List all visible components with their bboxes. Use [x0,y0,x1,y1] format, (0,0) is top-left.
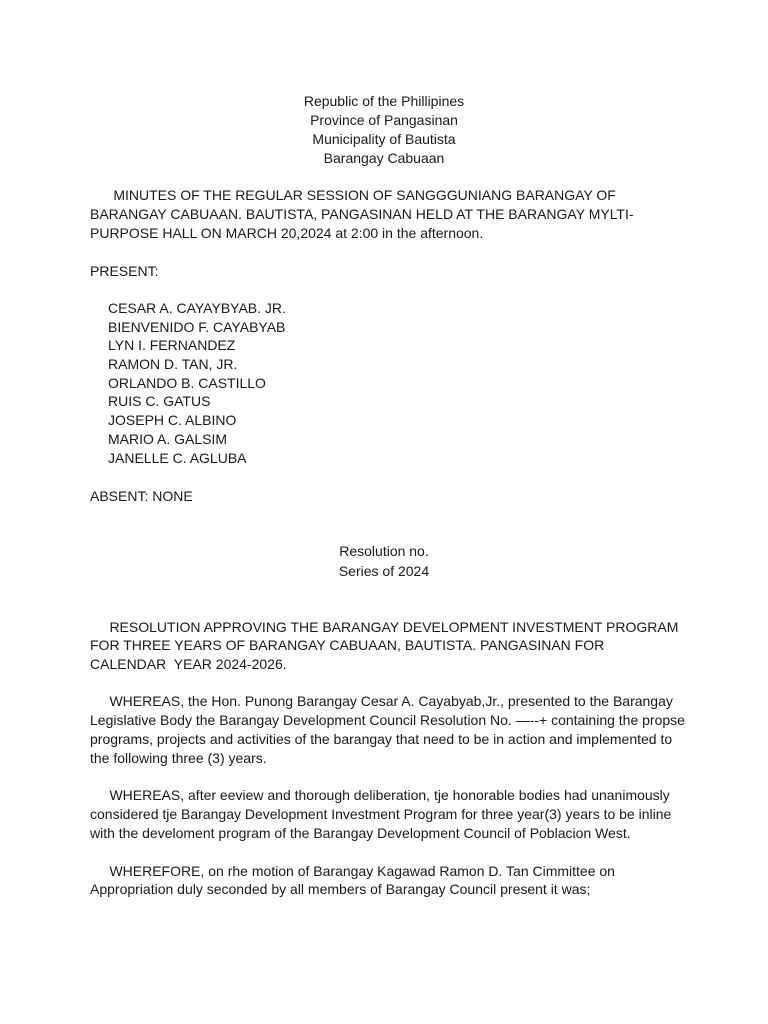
paragraph-line: programs, projects and activities of the barangay that need to be in action and implemented to [90,731,673,747]
paragraph-line: considered tje Barangay Development Investment Program for three year(3) years to be inline [90,806,672,822]
header-province: Province of Pangasinan [310,112,458,128]
paragraph-line: Appropriation duly seconded by all members of Barangay Council present it was; [90,881,591,897]
header-municipality: Municipality of Bautista [312,131,456,147]
resolution-number: Resolution no. [339,543,429,559]
paragraph-line: WHEREAS, the Hon. Punong Barangay Cesar A. Cayabyab,Jr., presented to the Barangay [90,693,673,709]
resolution-title-line: RESOLUTION APPROVING THE BARANGAY DEVELOPMENT INVESTMENT PROGRAM [90,619,679,635]
member-name: RAMON D. TAN, JR. [108,356,238,372]
header-barangay: Barangay Cabuaan [323,150,445,166]
resolution-series: Series of 2024 [338,563,430,579]
member-name: BIENVENIDO F. CAYABYAB [108,319,286,335]
paragraph-line: WHEREFORE, on rhe motion of Barangay Kagawad Ramon D. Tan Cimmittee on [90,863,615,879]
minutes-line: BARANGAY CABUAAN. BAUTISTA, PANGASINAN HELD AT THE BARANGAY MYLTI- [90,206,634,222]
paragraph-line: Legislative Body the Barangay Development Council Resolution No. —--+ containing the propse [90,712,685,728]
resolution-title-line: FOR THREE YEARS OF BARANGAY CABUAAN, BAUTISTA. PANGASINAN FOR [90,637,605,653]
member-name: MARIO A. GALSIM [108,431,228,447]
member-name: CESAR A. CAYAYBYAB. JR. [108,300,286,316]
member-name: LYN I. FERNANDEZ [108,337,236,353]
minutes-line: MINUTES OF THE REGULAR SESSION OF SANGGGUNIANG BARANGAY OF [90,187,616,203]
present-label: PRESENT: [90,263,159,279]
resolution-title-line: CALENDAR YEAR 2024-2026. [90,656,287,672]
paragraph-line: the following three (3) years. [90,750,267,766]
member-name: JOSEPH C. ALBINO [108,412,237,428]
member-name: JANELLE C. AGLUBA [108,450,247,466]
member-name: RUIS C. GATUS [108,393,211,409]
absent-line: ABSENT: NONE [90,488,193,504]
paragraph-line: with the develoment program of the Barangay Development Council of Poblacion West. [90,825,631,841]
member-name: ORLANDO B. CASTILLO [108,375,266,391]
header-republic: Republic of the Phillipines [303,93,465,109]
minutes-line: PURPOSE HALL ON MARCH 20,2024 at 2:00 in the afternoon. [90,225,484,241]
paragraph-line: WHEREAS, after eeview and thorough deliberation, tje honorable bodies had unanimously [90,787,670,803]
